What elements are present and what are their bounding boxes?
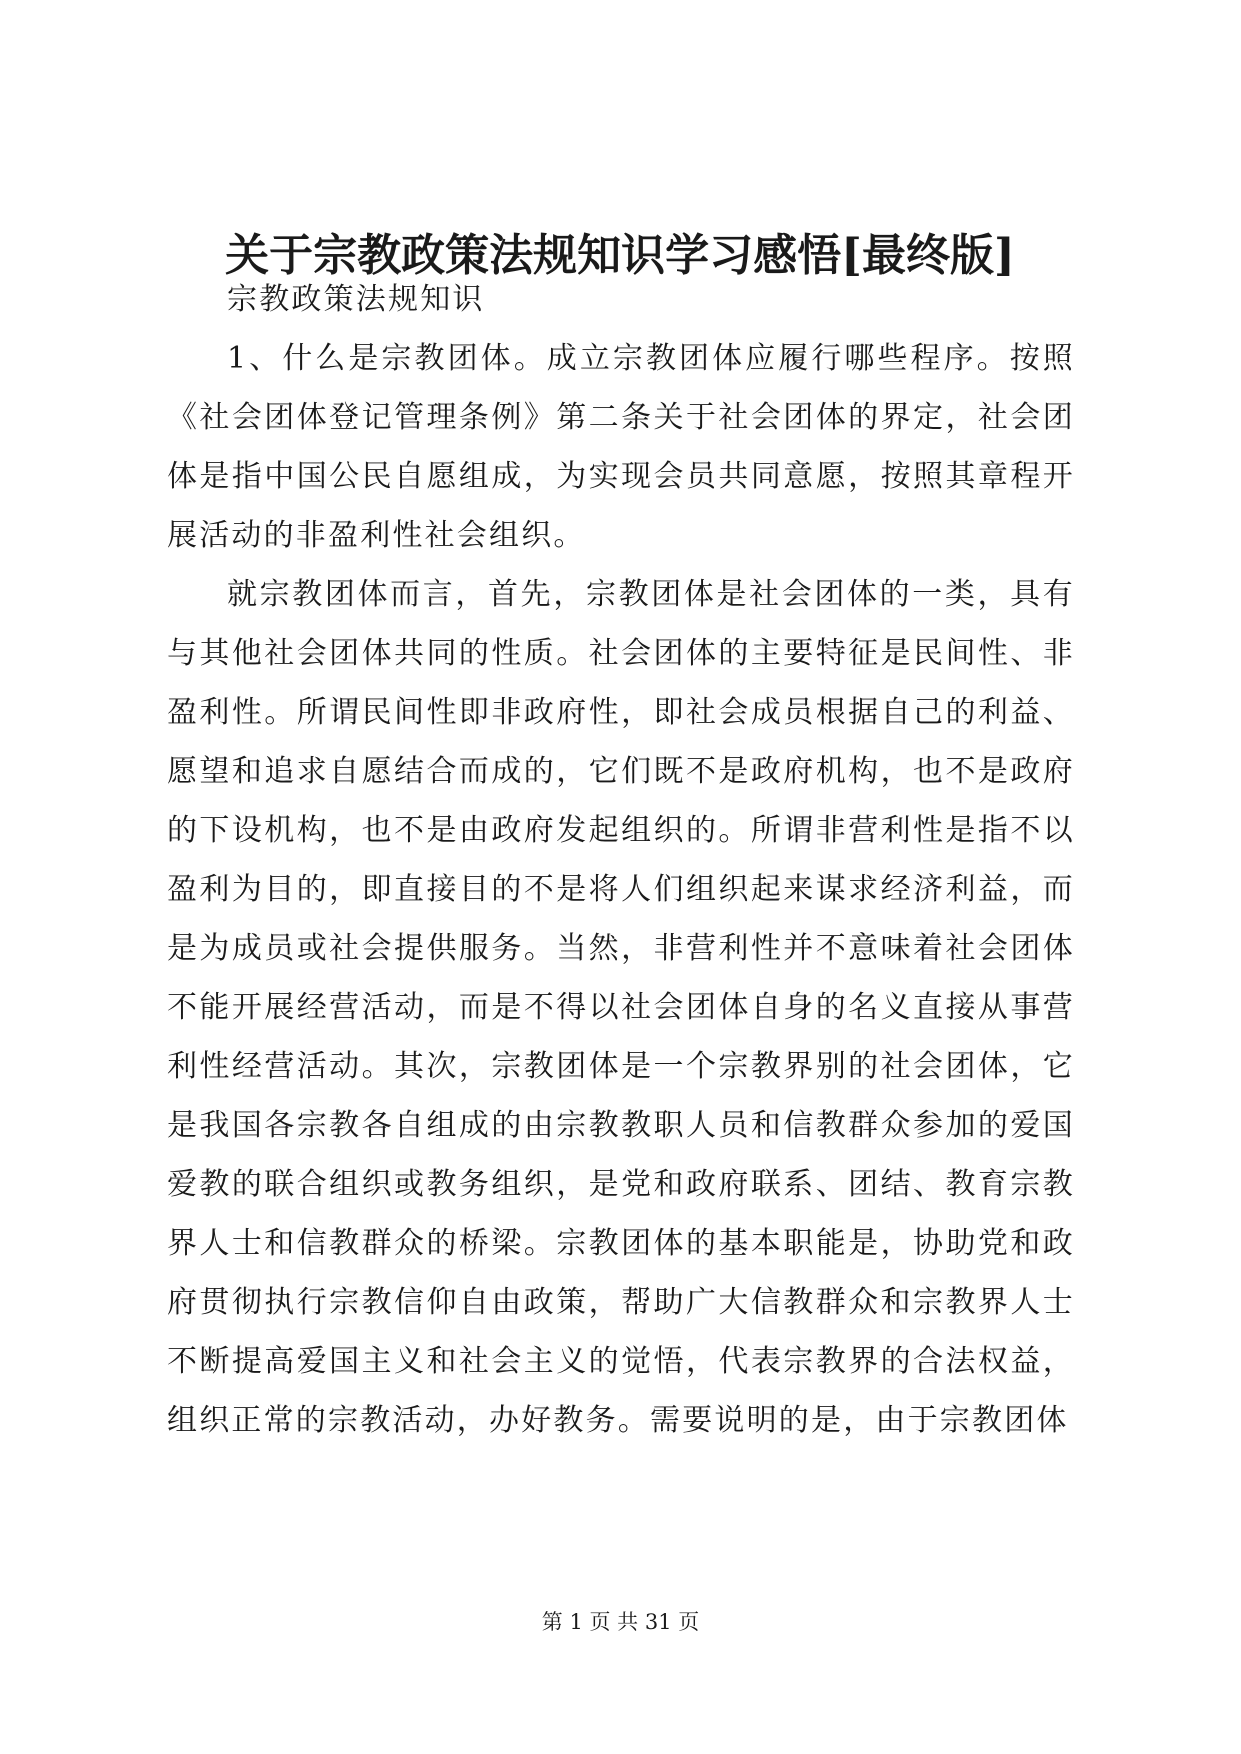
section-heading: 宗教政策法规知识 <box>227 282 485 317</box>
body-paragraph: 1、什么是宗教团体。成立宗教团体应履行哪些程序。按照《社会团体登记管理条例》第二条关于社会团体的界定，社会团体是指中国公民自愿组成，为实现会员共同意愿，按照其章程开展活动的非盈利性社会组织。 <box>167 341 1075 553</box>
document-body <box>167 270 1075 1450</box>
body-paragraph: 就宗教团体而言，首先，宗教团体是社会团体的一类，具有与其他社会团体共同的性质。社会团体的主要特征是民间性、非盈利性。所谓民间性即非政府性，即社会成员根据自己的利益、愿望和追求自愿结合而成的，它们既不是政府机构，也不是政府的下设机构，也不是由政府发起组织的。所谓非营利性是指不以盈利为目的，即直接目的不是将人们组织起来谋求经济利益，而是为成员或社会提供服务。当然，非营利性并不意味着社会团体不能开展经营活动，而是不得以社会团体自身的名义直接从事营利性经营活动。其次，宗教团体是一个宗教界别的社会团体，它是我国各宗教各自组成的由宗教教职人员和信教群众参加的爱国爱教的联合组织或教务组织，是党和政府联系、团结、教育宗教界人士和信教群众的桥梁。宗教团体的基本职能是，协助党和政府贯彻执行宗教信仰自由政策，帮助广大信教群众和宗教界人士不断提高爱国主义和社会主义的觉悟，代表宗教界的合法权益，组织正常的宗教活动，办好教务。需要说明的是，由于宗教团体 <box>167 577 1075 1438</box>
page-number-footer: 第 1 页 共 31 页 <box>541 1610 700 1634</box>
document-title: 关于宗教政策法规知识学习感悟[最终版] <box>225 230 1015 281</box>
